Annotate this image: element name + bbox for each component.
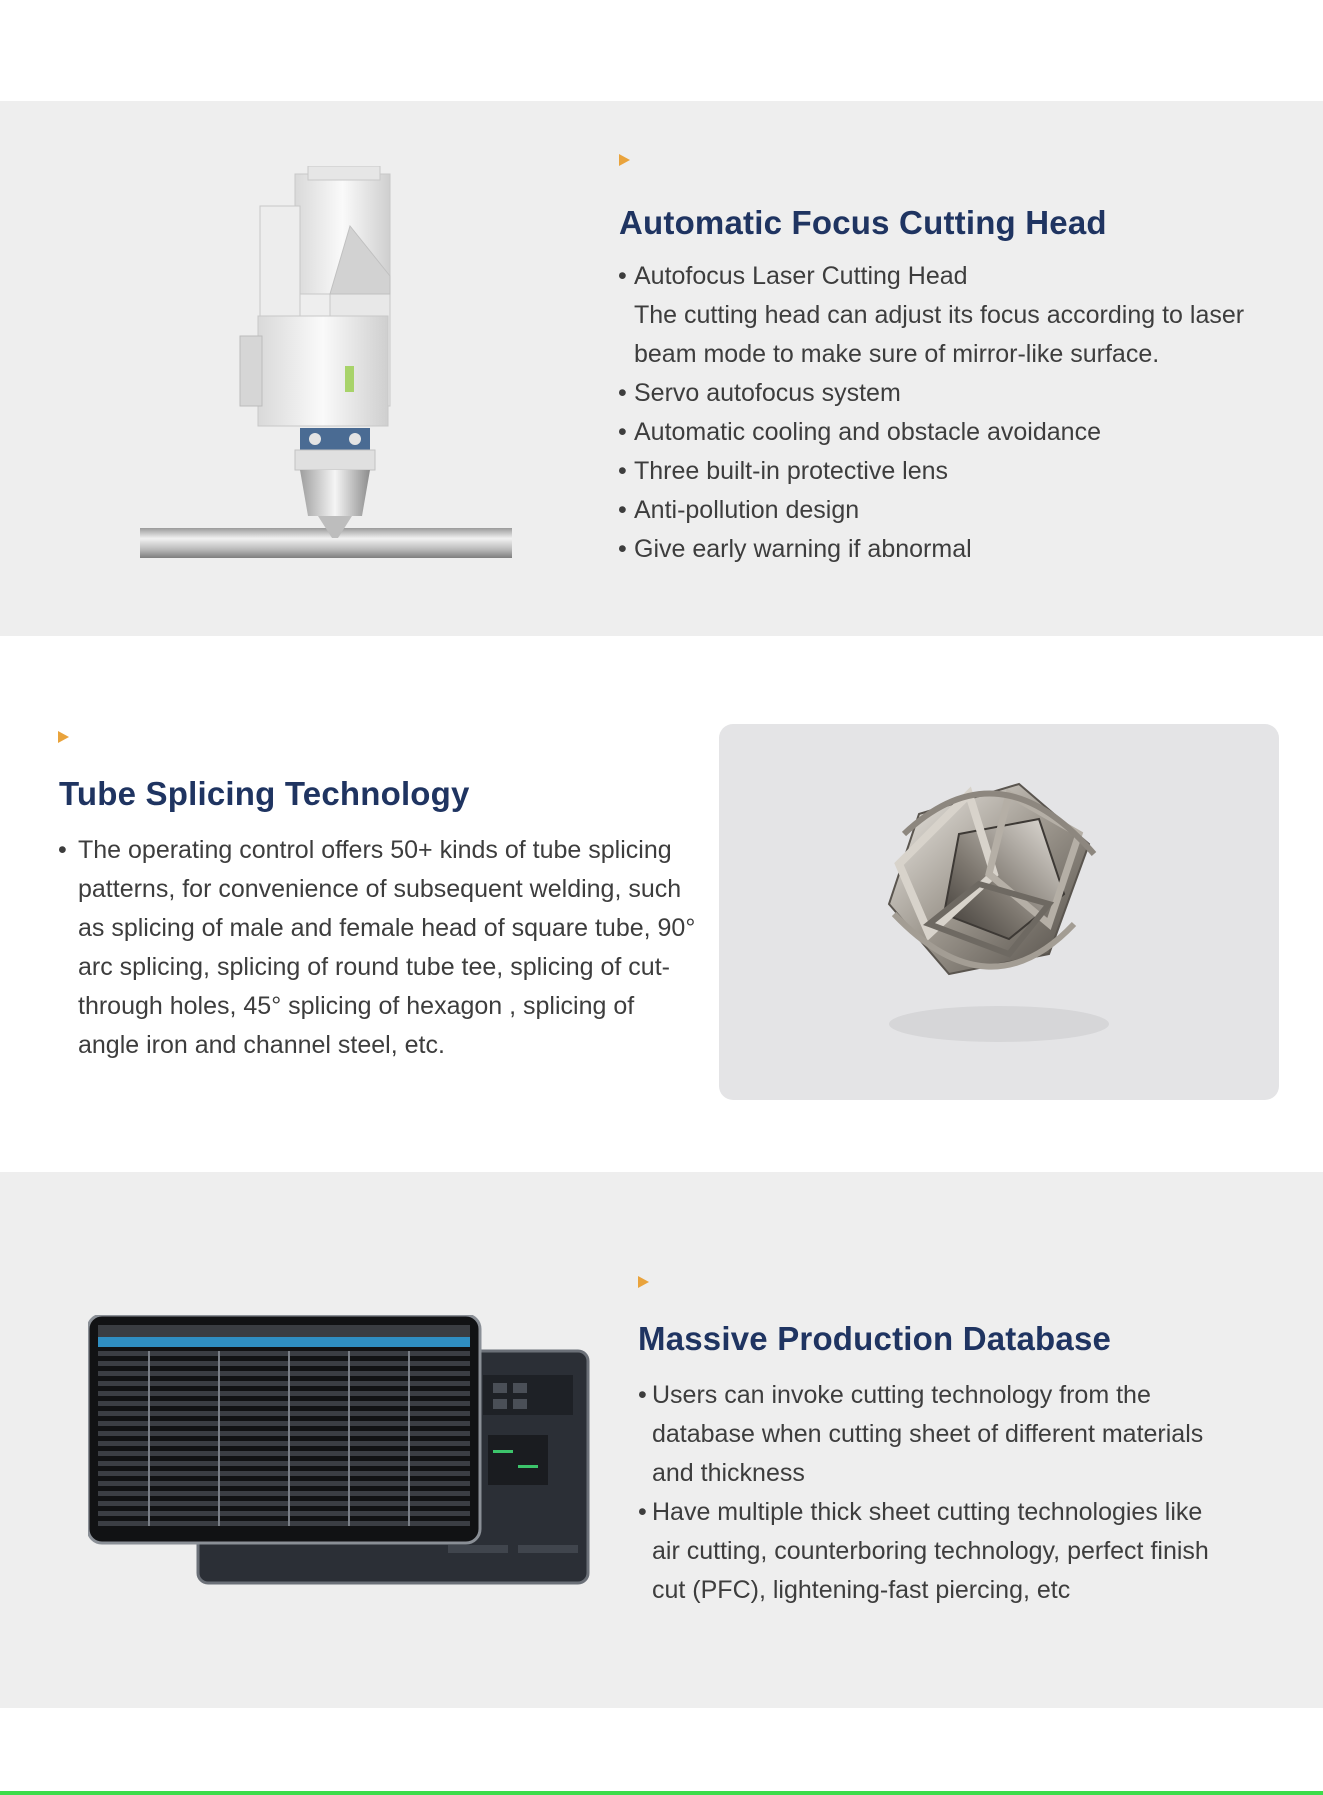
tube-splicing-section bbox=[0, 636, 1323, 1172]
list-item: • Give early warning if abnormal bbox=[618, 530, 1258, 569]
section-marker-icon bbox=[58, 731, 69, 743]
software-screenshot-image bbox=[88, 1315, 590, 1585]
cutting-head-image bbox=[140, 166, 520, 566]
bullet-text: Autofocus Laser Cutting Head bbox=[634, 262, 968, 290]
list-item: • Automatic cooling and obstacle avoidance bbox=[618, 413, 1258, 452]
list-item: • The operating control offers 50+ kinds of tube splicing patterns, for convenience of subsequent welding, such as splicing of male and female head of square tube, 90° arc splicing, splicing of round tube tee, splicing of cut-through holes, 45° splicing of hexagon , splicing of angle iron and channel steel, etc. bbox=[58, 831, 698, 1065]
database-bullets bbox=[638, 1376, 1228, 1610]
list-item: • Three built-in protective lens bbox=[618, 452, 1258, 491]
database-title: Massive Production Database bbox=[638, 1320, 1112, 1357]
bullet-detail: The cutting head can adjust its focus according to laser beam mode to make sure of mirror-like surface. bbox=[634, 301, 1245, 368]
tube-splicing-bullets bbox=[58, 831, 698, 1065]
section-marker-icon bbox=[638, 1276, 649, 1288]
splicing-sample-image bbox=[719, 724, 1279, 1100]
list-item: • Users can invoke cutting technology from the database when cutting sheet of different materials and thickness bbox=[638, 1376, 1228, 1493]
list-item: • Have multiple thick sheet cutting technologies like air cutting, counterboring technology, perfect finish cut (PFC), lightening-fast piercing, etc bbox=[638, 1493, 1228, 1610]
focus-head-bullets bbox=[618, 257, 1258, 569]
bottom-accent-line bbox=[0, 1791, 1323, 1795]
section-marker-icon bbox=[619, 154, 630, 166]
list-item bbox=[618, 257, 1258, 374]
tube-splicing-title: Tube Splicing Technology bbox=[59, 775, 470, 812]
focus-head-title: Automatic Focus Cutting Head bbox=[619, 204, 1107, 241]
list-item: • Servo autofocus system bbox=[618, 374, 1258, 413]
database-section bbox=[0, 1172, 1323, 1708]
list-item: • Anti-pollution design bbox=[618, 491, 1258, 530]
focus-head-section bbox=[0, 101, 1323, 636]
